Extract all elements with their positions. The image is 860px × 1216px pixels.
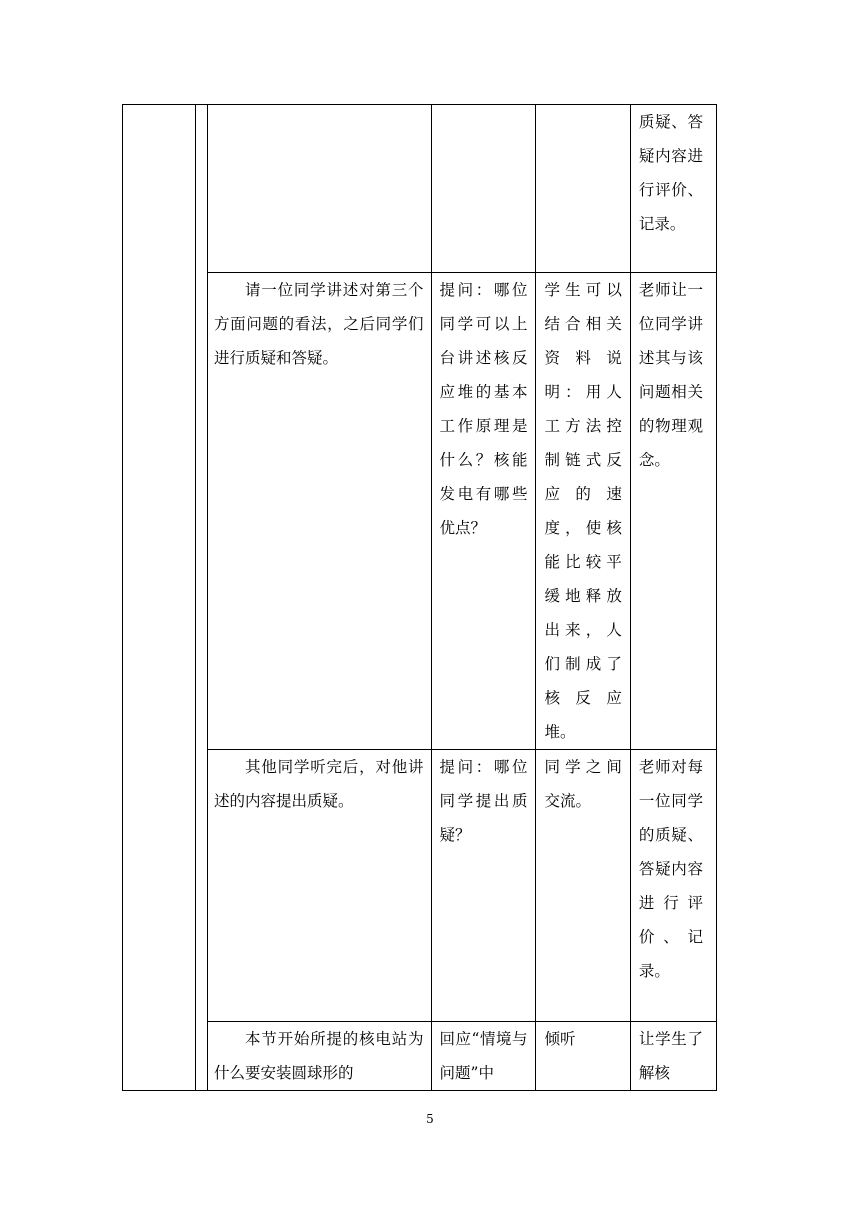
intent-text: 让学生了解核	[638, 1030, 703, 1082]
teacher-text: 提问：哪位同学提出质疑？	[439, 758, 528, 844]
activity-cell	[207, 273, 431, 750]
intent-cell	[630, 1022, 716, 1091]
teacher-text: 回应“情境与问题”中	[439, 1030, 528, 1082]
table-row	[123, 1022, 717, 1091]
lesson-plan-table	[122, 104, 717, 1091]
activity-cell	[207, 1022, 431, 1091]
teacher-cell	[431, 273, 536, 750]
teacher-text: 提问：哪位同学可以上台讲述核反应堆的基本工作原理是什么？核能发电有哪些优点？	[439, 281, 528, 537]
student-cell	[536, 1022, 630, 1091]
activity-text: 请一位同学讲述对第三个方面问题的看法，之后同学们进行质疑和答疑。	[213, 281, 424, 367]
table-row	[123, 273, 717, 750]
activity-cell	[207, 750, 431, 1022]
intent-text: 质疑、答疑内容进行评价、记录。	[638, 113, 703, 233]
table-row	[123, 750, 717, 1022]
student-cell	[536, 750, 630, 1022]
intent-cell	[630, 750, 716, 1022]
student-cell	[536, 273, 630, 750]
intent-text: 老师对每一位同学的质疑、答疑内容进行评价、记录。	[638, 758, 703, 980]
activity-text: 其他同学听完后，对他讲述的内容提出质疑。	[213, 758, 424, 810]
stage-cell	[123, 105, 196, 1091]
activity-text: 本节开始所提的核电站为什么要安装圆球形的	[213, 1030, 424, 1082]
student-cell	[536, 105, 630, 273]
student-text: 学生可以结合相关资料说明：用人工方法控制链式反应的速度，使核能比较平缓地释放出来，人们制成了核反应堆。	[544, 281, 622, 741]
teacher-cell	[431, 105, 536, 273]
page-number: 5	[426, 1112, 434, 1126]
student-text: 倾听	[544, 1030, 576, 1048]
intent-cell	[630, 273, 716, 750]
activity-cell	[207, 105, 431, 273]
intent-text: 老师让一位同学讲述其与该问题相关的物理观念。	[638, 281, 703, 469]
table-row	[123, 105, 717, 273]
sub-stage-cell	[196, 105, 208, 1091]
student-text: 同学之间交流。	[544, 758, 622, 810]
teacher-cell	[431, 750, 536, 1022]
intent-cell	[630, 105, 716, 273]
teacher-cell	[431, 1022, 536, 1091]
